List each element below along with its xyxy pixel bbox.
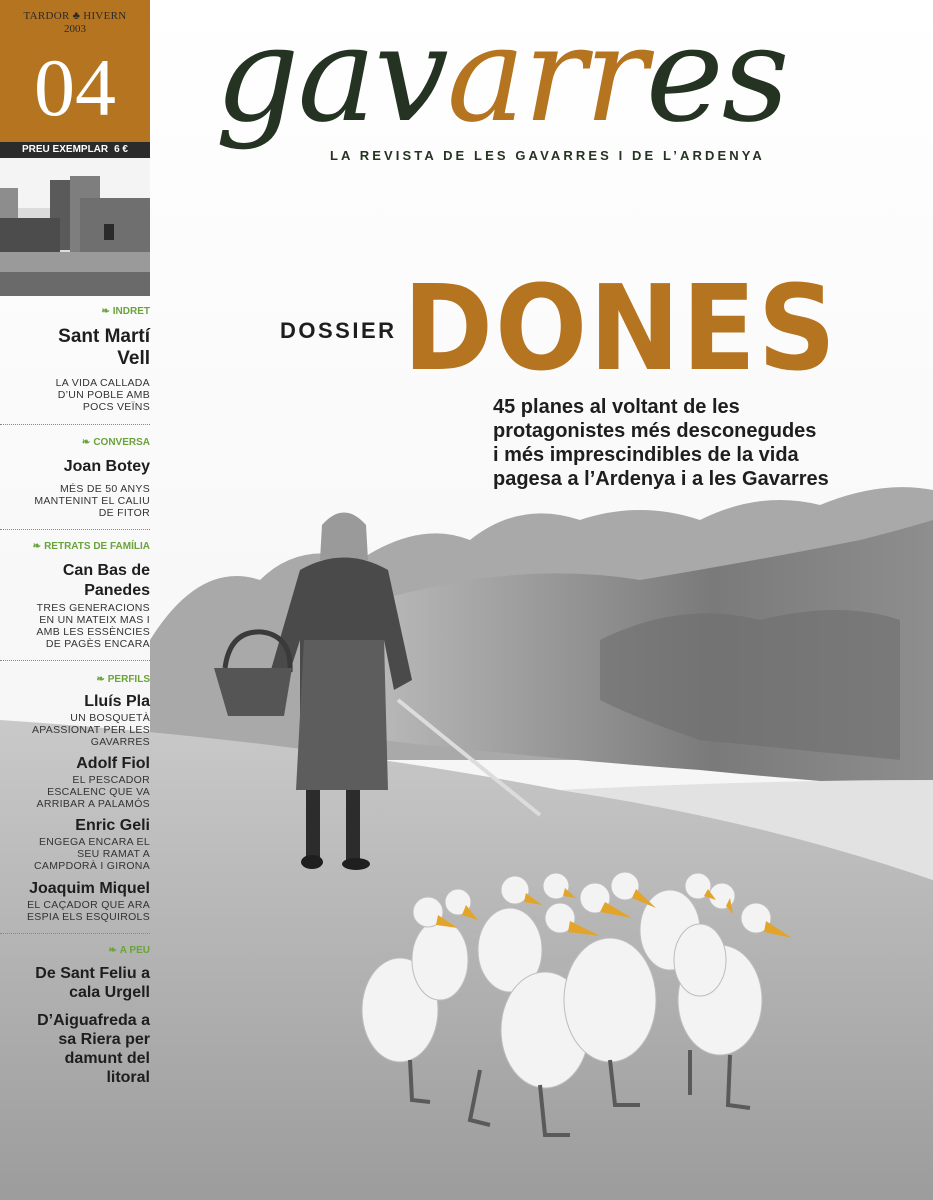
conversa-summary [34,483,150,519]
summary-line: MÉS DE 50 ANYS [60,483,150,495]
title-line: Vell [117,348,150,369]
section-tag-perfils [96,674,150,685]
summary-line: ARRIBAR A PALAMÓS [36,798,150,810]
issue-season: TARDOR ♣ HIVERN [23,10,127,22]
dossier-label: DOSSIER [280,318,397,343]
description-line: pagesa a l’Ardenya i a les Gavarres [493,468,829,490]
section-tag-label: CONVERSA [93,437,150,448]
route-line: damunt del [64,1050,150,1067]
summary-line: CAMPDORÀ I GIRONA [34,860,150,872]
magazine-logo [215,0,788,150]
summary-line: APASSIONAT PER LES [31,724,150,736]
indret-title [58,326,150,370]
profile-name: Joaquim Miquel [29,880,150,897]
summary-line: AMB LES ESSÈNCIES [36,626,150,638]
description-line: i més imprescindibles de la vida [493,444,799,466]
summary-line: ESCALENC QUE VA [47,786,150,798]
village-thumbnail [0,158,150,296]
profile-summary [37,774,150,810]
profile-summary [34,836,150,872]
profile-name: Adolf Fiol [76,755,150,772]
section-tag-indret [101,306,150,317]
description-line: 45 planes al voltant de les [493,396,740,418]
retrats-title [63,561,150,601]
issue-box [0,0,150,142]
profile-name: Lluís Pla [84,693,150,710]
dossier-title: DONES [403,259,838,397]
price-value: 6 € [114,144,128,155]
summary-line: DE FITOR [98,507,150,519]
retrats-summary [36,602,150,650]
divider [0,933,150,934]
title-line: Sant Martí [58,326,150,347]
section-tag-apeu [108,945,150,956]
magazine-tagline: LA REVISTA DE LES GAVARRES I DE L’ARDENYA [330,148,765,163]
leaf-icon: ❧ [96,674,105,685]
section-tag-label: A PEU [119,945,150,956]
title-line: Panedes [84,582,150,599]
profile-summary [32,712,150,748]
divider [0,529,150,530]
summary-line: EL PESCADOR [72,774,150,786]
section-tag-conversa [82,437,150,448]
summary-line: EL CAÇADOR QUE ARA [27,899,150,911]
route-line: litoral [106,1069,150,1086]
logo-part: es [645,0,788,152]
profile-summary [27,899,150,923]
summary-line: ENGEGA ENCARA EL [38,836,150,848]
section-tag-label: INDRET [112,306,150,317]
leaf-icon: ❧ [81,437,91,448]
description-line: protagonistes més desconegudes [493,420,817,442]
summary-line: D’UN POBLE AMB [57,389,150,401]
leaf-icon: ❧ [108,945,117,956]
summary-line: MANTENINT EL CALIU [34,495,150,507]
dossier-description [493,395,829,491]
divider [0,424,150,425]
route-title [35,964,150,1002]
summary-line: LA VIDA CALLADA [55,377,150,389]
divider [0,660,150,661]
summary-line: POCS VEÏNS [82,401,150,413]
route-line: De Sant Feliu a [35,965,150,982]
indret-summary [56,377,150,413]
summary-line: TRES GENERACIONS [36,602,150,614]
conversa-title: Joan Botey [63,458,150,475]
leaf-icon: ❧ [101,306,110,317]
summary-line: EN UN MATEIX MAS I [39,614,150,626]
section-tag-retrats [33,541,150,552]
route-title [37,1011,150,1087]
section-tag-label: PERFILS [107,674,150,685]
route-line: cala Urgell [69,984,150,1001]
profile-name: Enric Geli [75,817,150,834]
summary-line: GAVARRES [90,736,150,748]
summary-line: DE PAGÈS ENCARA [45,638,150,650]
summary-line: SEU RAMAT A [77,848,150,860]
logo-part: gav [215,0,447,152]
issue-number: 04 [34,42,116,133]
route-line: sa Riera per [58,1031,150,1048]
summary-line: UN BOSQUETÀ [70,712,150,724]
section-tag-label: RETRATS DE FAMÍLIA [44,541,150,552]
price-label: PREU EXEMPLAR [22,144,109,155]
leaf-icon: ❧ [32,541,42,552]
logo-accent: arr [446,0,646,152]
route-line: D’Aiguafreda a [37,1012,150,1029]
issue-year: 2003 [64,23,86,35]
price-bar [0,142,150,158]
title-line: Can Bas de [62,562,150,579]
summary-line: ESPIA ELS ESQUIROLS [27,911,150,923]
